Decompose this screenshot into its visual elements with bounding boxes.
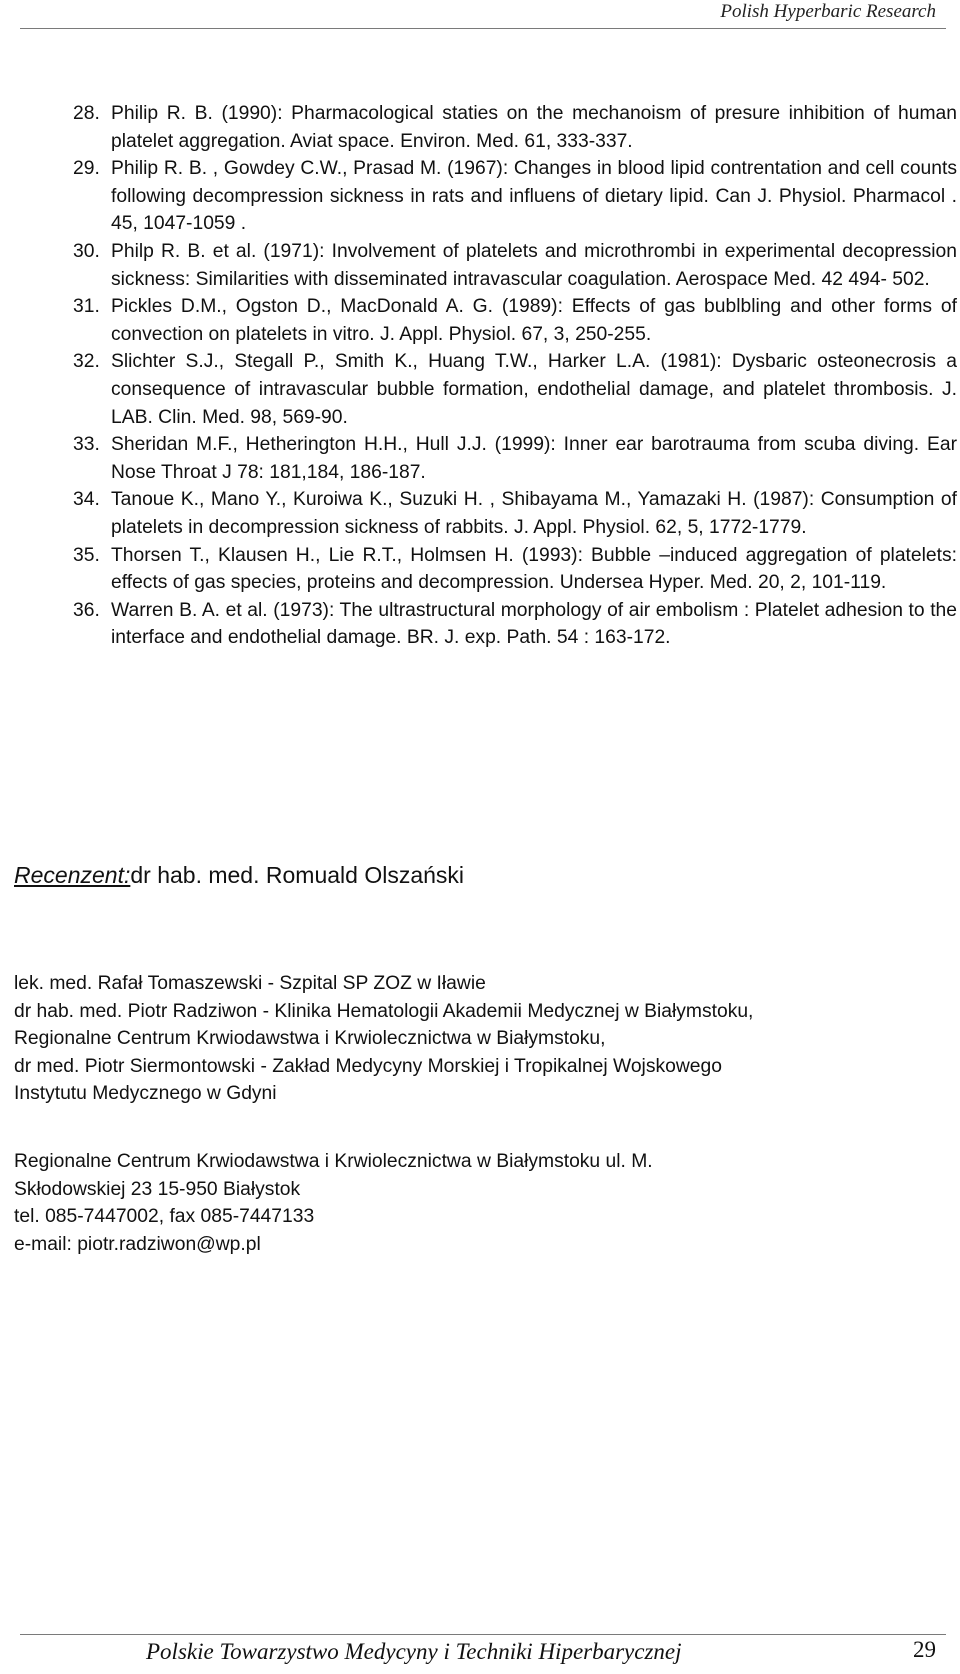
journal-title: Polish Hyperbaric Research <box>720 1 936 22</box>
reference-text: Philp R. B. et al. (1971): Involvement of platelets and microthrombi in experimental decopression sickness: Similarities with disseminated intravascular coagulation. Aerospace Med. 42 494- 502. <box>111 240 957 290</box>
page-header <box>20 0 946 29</box>
reference-text: Pickles D.M., Ogston D., MacDonald A. G. (1989): Effects of gas bublbling and other forms of convection on platelets in vitro. J. Appl. Physiol. 67, 3, 250-255. <box>111 296 957 345</box>
society-name: Polskie Towarzystwo Medycyny i Techniki Hiperbarycznej <box>146 1639 682 1664</box>
reference-text: Warren B. A. et al. (1973): The ultrastructural morphology of air embolism : Platelet adhesion to the interface and endothelial damage. BR. J. exp. Path. 54 : 163-172. <box>111 599 957 649</box>
reference-number: 33. <box>73 434 100 456</box>
reference-item <box>73 293 957 348</box>
reference-item <box>73 238 957 293</box>
reference-number: 30. <box>73 240 100 262</box>
reviewer-label: Recenzent: <box>14 862 131 888</box>
reference-number: 34. <box>73 489 100 511</box>
reference-item <box>73 431 957 486</box>
reference-number: 35. <box>73 544 100 566</box>
page-footer <box>20 1634 946 1671</box>
reviewer-name: dr hab. med. Romuald Olszański <box>130 862 465 888</box>
contact-block <box>14 1148 944 1258</box>
reviewer-line <box>14 862 464 889</box>
reference-text: Philip R. B. (1990): Pharmacological staties on the mechanoism of presure inhibition of human platelet aggregation. Aviat space. Environ. Med. 61, 333-337. <box>111 103 957 152</box>
author-line: dr hab. med. Piotr Radziwon - Klinika Hematologii Akademii Medycznej w Białymstoku, <box>14 1000 754 1022</box>
author-line: lek. med. Rafał Tomaszewski - Szpital SP ZOZ w Iławie <box>14 973 486 994</box>
reference-number: 32. <box>73 351 100 373</box>
reference-item <box>73 486 957 541</box>
author-line: Regionalne Centrum Krwiodawstwa i Krwiolecznictwa w Białymstoku, <box>14 1028 606 1050</box>
contact-address-line: Regionalne Centrum Krwiodawstwa i Krwiolecznictwa w Białymstoku ul. M. <box>14 1151 653 1172</box>
reference-item <box>73 348 957 431</box>
author-line: dr med. Piotr Siermontowski - Zakład Medycyny Morskiej i Tropikalnej Wojskowego <box>14 1055 722 1077</box>
contact-phone: tel. 085-7447002, fax 085-7447133 <box>14 1206 315 1228</box>
reference-text: Slichter S.J., Stegall P., Smith K., Huang T.W., Harker L.A. (1981): Dysbaric osteonecrosis a consequence of intravascular bubble formation, endothelial damage, and platelet thrombosis. J. LAB. Clin. Med. 98, 569-90. <box>111 351 957 428</box>
author-affiliations <box>14 970 944 1108</box>
reference-number: 28. <box>73 103 100 124</box>
reference-number: 29. <box>73 158 100 180</box>
reference-list <box>73 100 957 652</box>
author-line: Instytutu Medycznego w Gdyni <box>14 1083 277 1105</box>
reference-number: 31. <box>73 296 100 318</box>
reference-text: Thorsen T., Klausen H., Lie R.T., Holmsen H. (1993): Bubble –induced aggregation of platelets: effects of gas species, proteins and decompression. Undersea Hyper. Med. 20, 2, 101-119. <box>111 544 957 594</box>
reference-item <box>73 597 957 652</box>
reference-item <box>73 155 957 238</box>
reference-text: Philip R. B. , Gowdey C.W., Prasad M. (1967): Changes in blood lipid contrentation and cell counts following decompression sickness in rats and influens of dietary lipid. Can J. Physiol. Pharmacol . 45, 1047-1059 . <box>111 158 957 235</box>
reference-text: Tanoue K., Mano Y., Kuroiwa K., Suzuki H. , Shibayama M., Yamazaki H. (1987): Consumption of platelets in decompression sickness of rabbits. J. Appl. Physiol. 62, 5, 1772-1779. <box>111 489 957 538</box>
reference-number: 36. <box>73 599 100 621</box>
page-number: 29 <box>913 1637 936 1662</box>
contact-email: e-mail: piotr.radziwon@wp.pl <box>14 1233 261 1255</box>
reference-text: Sheridan M.F., Hetherington H.H., Hull J.J. (1999): Inner ear barotrauma from scuba diving. Ear Nose Throat J 78: 181,184, 186-187. <box>111 434 957 483</box>
reference-item <box>73 100 957 155</box>
reference-item <box>73 542 957 597</box>
contact-address-line: Skłodowskiej 23 15-950 Białystok <box>14 1178 301 1200</box>
